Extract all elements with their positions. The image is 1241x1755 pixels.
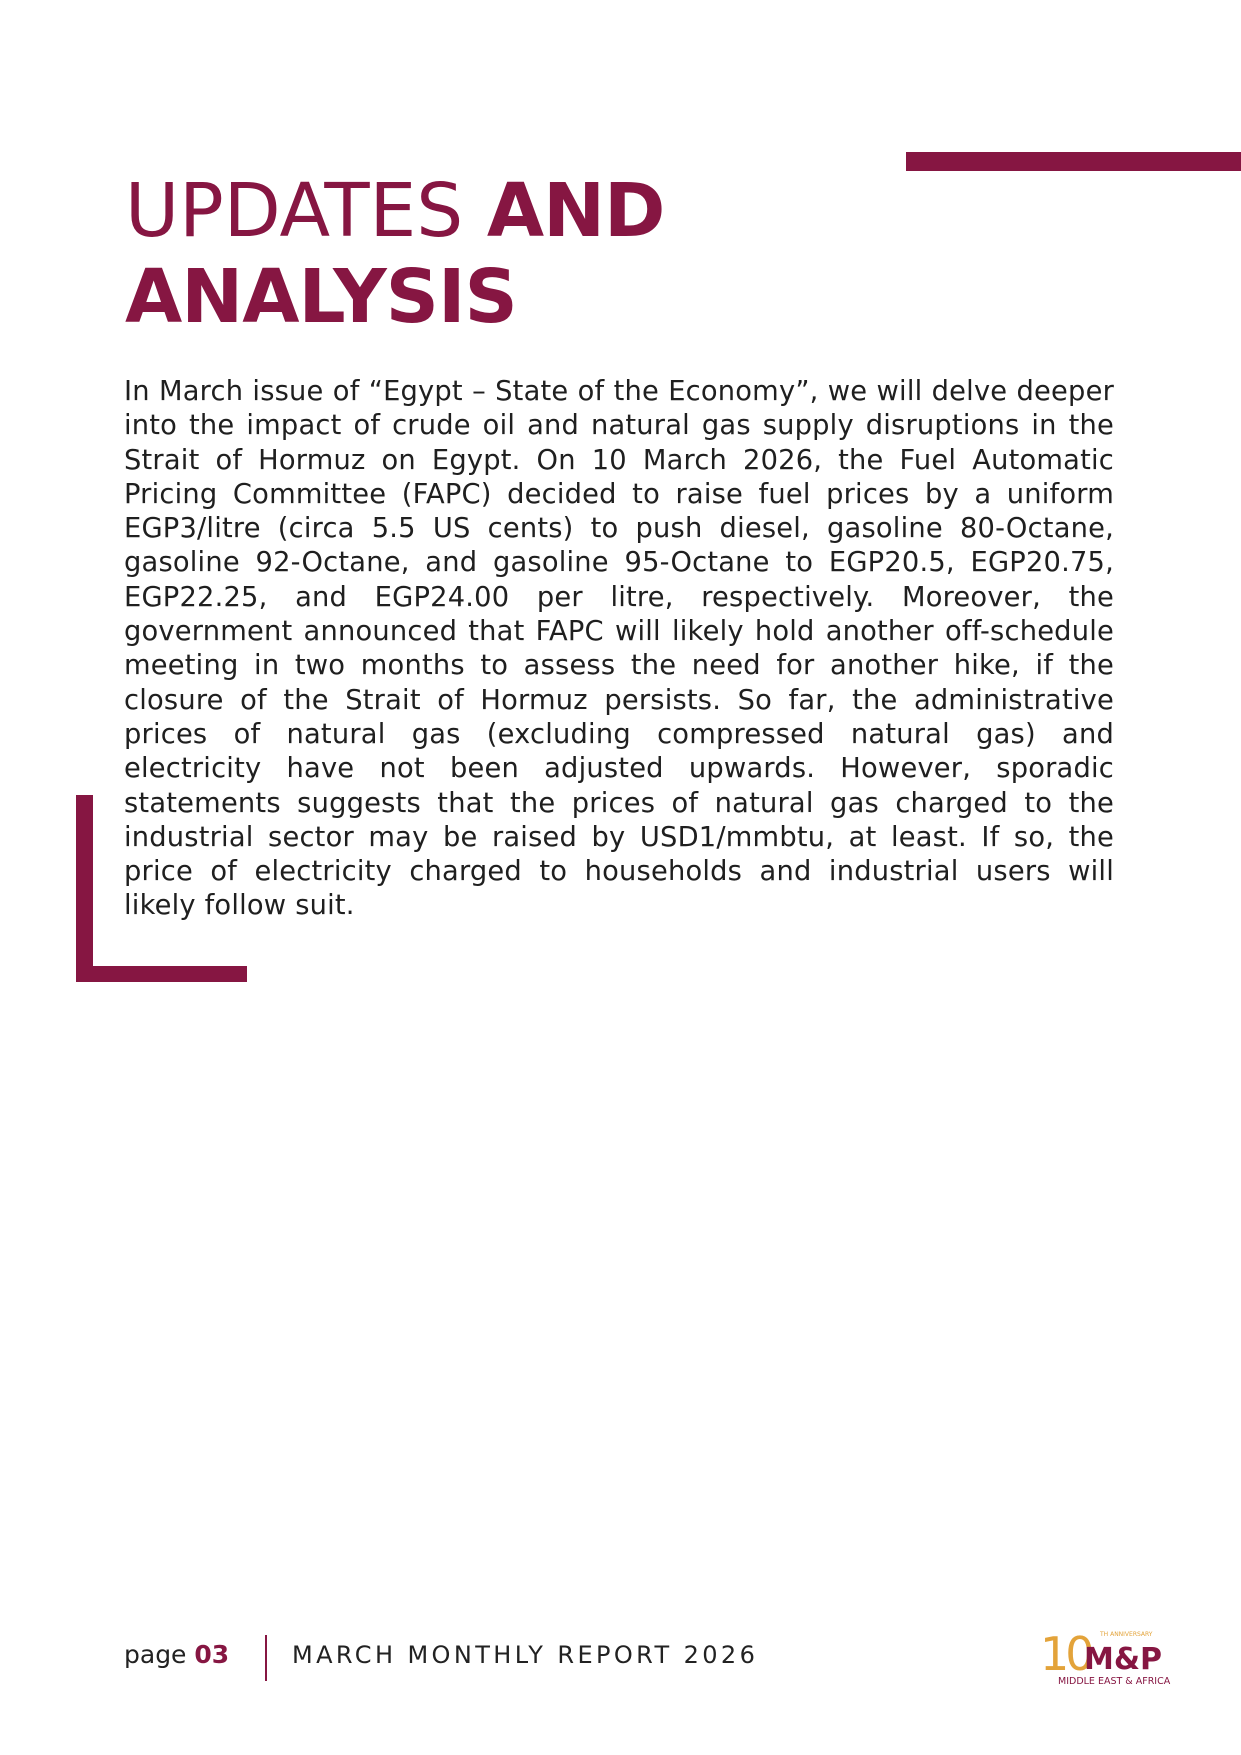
logo-anniversary-number: 10	[1040, 1627, 1091, 1681]
logo-brand: M&P	[1084, 1642, 1163, 1677]
page-title	[125, 168, 925, 340]
decorative-bracket-vertical	[76, 795, 93, 982]
footer-page-number	[124, 1640, 229, 1670]
title-bold-analysis: ANALYSIS	[125, 254, 517, 340]
logo-anniversary-text: TH ANNIVERSARY	[1100, 1631, 1153, 1638]
footer-report-title: MARCH MONTHLY REPORT 2026	[292, 1641, 759, 1669]
page-label: page	[124, 1640, 195, 1669]
footer-divider	[265, 1635, 267, 1681]
title-bold-and: AND	[486, 168, 665, 254]
mp-logo	[1040, 1624, 1190, 1690]
title-light: UPDATES	[125, 168, 487, 254]
body-paragraph: In March issue of “Egypt – State of the Economy”, we will delve deeper into the impact of crude oil and natural gas supply disruptions in the Strait of Hormuz on Egypt. On 10 March 2026, the Fuel Automatic Pricing Committee (FAPC) decided to raise fuel prices by a uniform EGP3/litre (circa 5.5 US cents) to push diesel, gasoline 80-Octane, gasoline 92-Octane, and gasoline 95-Octane to EGP20.5, EGP20.75, EGP22.25, and EGP24.00 per litre, respectively. Moreover, the government announced that FAPC will likely hold another off-schedule meeting in two months to assess the need for another hike, if the closure of the Strait of Hormuz persists. So far, the administrative prices of natural gas (excluding compressed natural gas) and electricity have not been adjusted upwards. However, sporadic statements suggests that the prices of natural gas charged to the industrial sector may be raised by USD1/mmbtu, at least. If so, the price of electricity charged to households and industrial users will likely follow suit.	[124, 376, 1114, 922]
logo-region: MIDDLE EAST & AFRICA	[1058, 1676, 1171, 1687]
page-number: 03	[194, 1640, 230, 1669]
top-accent-bar	[906, 152, 1241, 171]
decorative-bracket-horizontal	[76, 966, 247, 982]
